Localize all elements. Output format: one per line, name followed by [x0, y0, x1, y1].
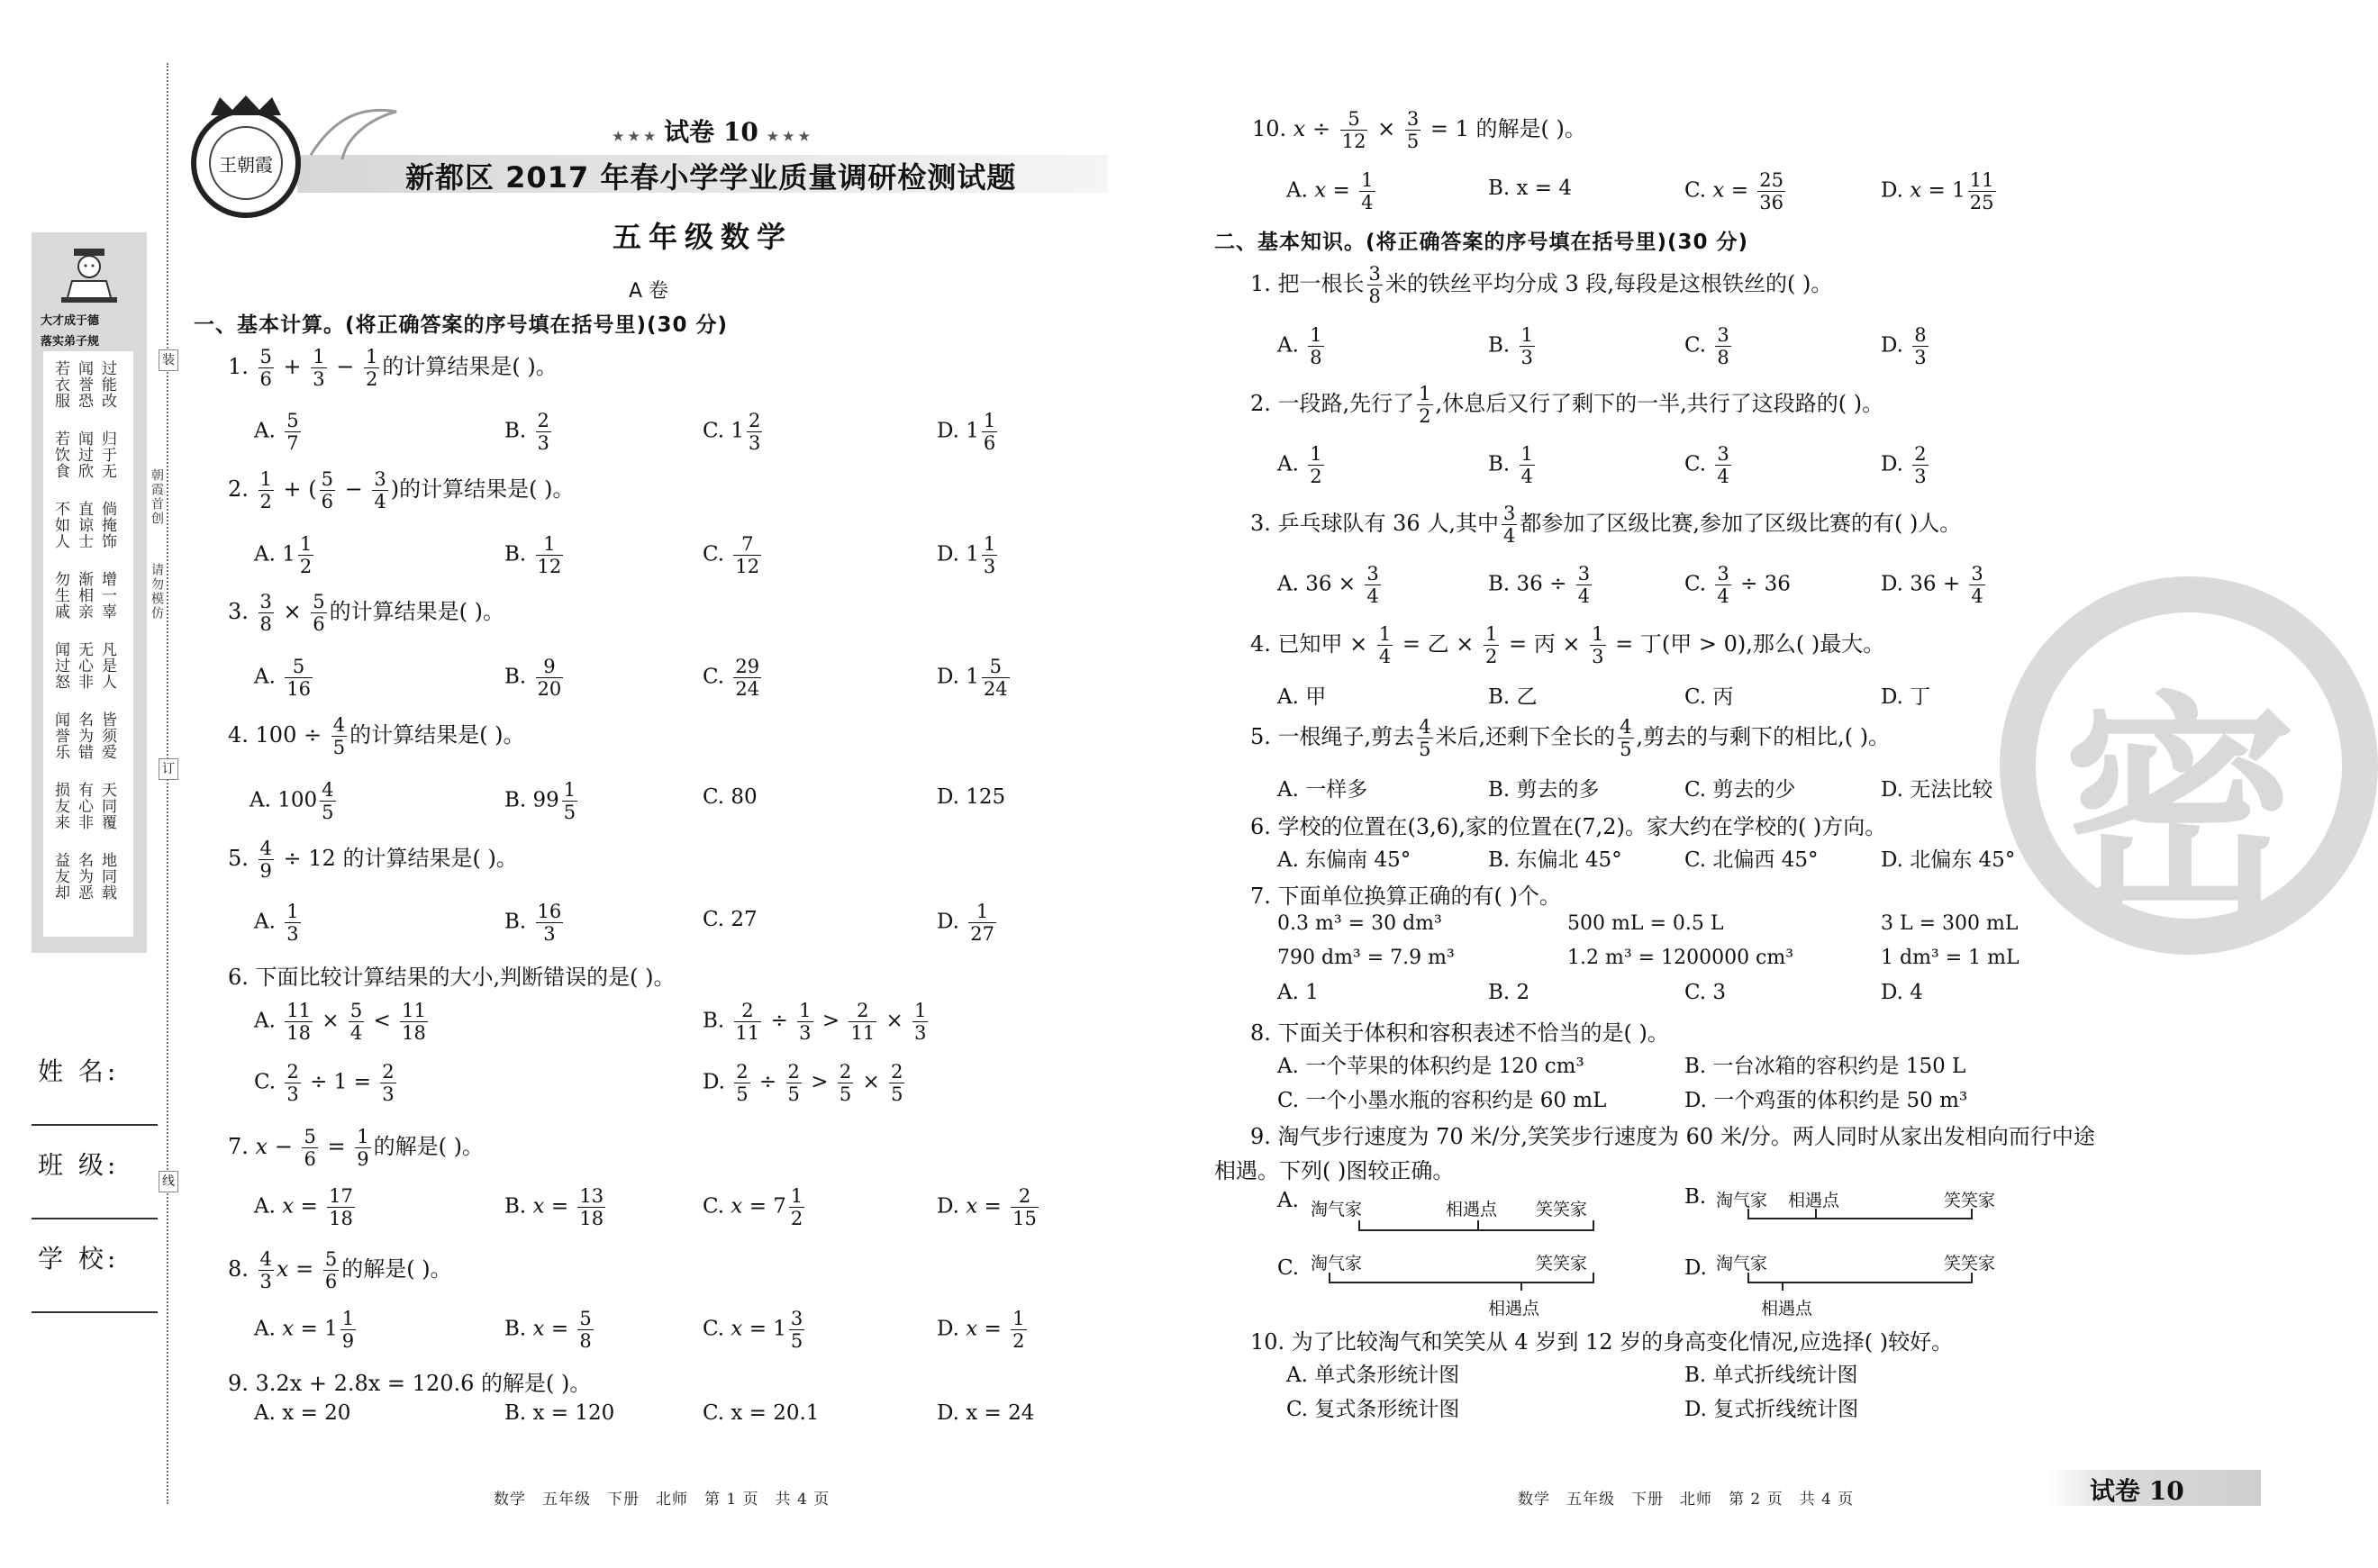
k2-option-d[interactable]: D. $\frac{2}{3}$: [1881, 443, 1927, 487]
k9-d-tick-meet: [1782, 1282, 1784, 1291]
k9-b-meet: 相遇点: [1788, 1191, 1840, 1210]
q3-suffix: 的计算结果是( )。: [329, 599, 505, 624]
k3-option-a[interactable]: A. 36 × $\frac{3}{4}$: [1277, 563, 1379, 607]
question-9: 9. 3.2x + 2.8x = 120.6 的解是( )。: [228, 1371, 592, 1396]
k4-option-b[interactable]: B. 乙: [1488, 685, 1538, 709]
knowledge-10: 10. 为了比较淘气和笑笑从 4 岁到 12 岁的身高变化情况,应选择( )较好。: [1250, 1329, 1954, 1355]
q5-option-d[interactable]: D. $\frac{1}{27}$: [937, 901, 994, 945]
poem-column: 勿生戚: [51, 571, 69, 620]
k10-option-b[interactable]: B. 单式折线统计图: [1684, 1364, 1858, 1387]
q1-option-b[interactable]: B. $\frac{2}{3}$: [504, 410, 549, 454]
poem-column: 过能改: [98, 360, 116, 409]
q3-option-a[interactable]: A. $\frac{5}{16}$: [254, 656, 311, 700]
q2-option-c[interactable]: C. $\frac{7}{12}$: [703, 533, 760, 577]
name-label: 姓 名:: [38, 1056, 120, 1086]
k7-option-a[interactable]: A. 1: [1277, 981, 1319, 1004]
q2-suffix: )的计算结果是( )。: [390, 476, 575, 502]
q4-option-d[interactable]: D. 125: [937, 785, 1006, 809]
q9-option-a[interactable]: A. x = 20: [254, 1401, 351, 1425]
name-line[interactable]: [32, 1124, 158, 1126]
q7-option-c[interactable]: C. x = 7 $\frac{1}{2}$: [703, 1185, 803, 1229]
k1-option-d[interactable]: D. $\frac{8}{3}$: [1881, 324, 1927, 368]
k9-b-line: [1747, 1218, 1973, 1219]
q10-option-d[interactable]: D. x = 1 $\frac{11}{25}$: [1881, 169, 1994, 213]
paper-number: ★ ★ ★ 试卷 10 ★ ★ ★: [613, 117, 811, 147]
k9-a-tick-meet: [1477, 1220, 1479, 1229]
crown-icon: [207, 94, 285, 117]
seal-watermark-char: 密: [2063, 671, 2297, 946]
footer-tag: 试卷 10: [2090, 1476, 2184, 1506]
poem-column: 闻过欣: [75, 431, 93, 479]
k2-suffix: ,休息后又行了剩下的一半,共行了这段路的( )。: [1435, 391, 1884, 416]
q4-prefix: 4. 100 ÷: [228, 722, 322, 748]
q7-option-b[interactable]: B. x = $\frac{13}{18}$: [504, 1185, 604, 1229]
exam-title: 新都区 2017 年春小学学业质量调研检测试题: [405, 160, 1017, 195]
k9-a-xiaoxiao: 笑笑家: [1536, 1200, 1588, 1219]
knowledge-8: 8. 下面关于体积和容积表述不恰当的是( )。: [1250, 1020, 1669, 1046]
sidebar-motto-1: 大才成于德: [41, 314, 100, 328]
poem-column: 闻誉乐: [51, 711, 69, 760]
q4-option-c[interactable]: C. 80: [703, 785, 758, 809]
school-label: 学 校:: [38, 1244, 120, 1273]
knowledge-2: 2. 一段路,先行了 $\frac{1}{2}$ ,休息后又行了剩下的一半,共行了这段路的( )。: [1250, 383, 1884, 427]
poem-column: 增一辜: [98, 571, 116, 620]
class-label: 班 级:: [38, 1150, 120, 1180]
q8-option-d[interactable]: D. x = $\frac{1}{2}$: [937, 1308, 1025, 1352]
k7-option-b[interactable]: B. 2: [1488, 981, 1530, 1004]
question-1: 1. $\frac{5}{6}$ + $\frac{1}{3}$ − $\frac{1}{2}$ 的计算结果是( )。: [228, 346, 558, 390]
k3-option-c[interactable]: C. $\frac{3}{4}$ ÷ 36: [1684, 563, 1791, 607]
k9-a-line: [1358, 1229, 1594, 1231]
poem-column: 归于无: [98, 431, 116, 479]
k9-a-meet: 相遇点: [1446, 1200, 1498, 1219]
school-line[interactable]: [32, 1311, 158, 1313]
knowledge-9-line-2: 相遇。下列( )图较正确。: [1214, 1158, 1455, 1183]
k5-mid: 米后,还剩下全长的: [1435, 724, 1616, 749]
question-3: 3. $\frac{3}{8}$ × $\frac{5}{6}$ 的计算结果是( )。: [228, 591, 505, 635]
binding-line: [167, 63, 168, 1504]
cut-mark-2: 订: [159, 758, 178, 780]
k6-option-b[interactable]: B. 东偏北 45°: [1488, 848, 1622, 872]
knowledge-5: 5. 一根绳子,剪去 $\frac{4}{5}$ 米后,还剩下全长的 $\frac{4}{5}$ ,剪去的与剩下的相比,( )。: [1250, 716, 1891, 760]
scholar-mascot-icon: [52, 241, 126, 306]
k10-option-c[interactable]: C. 复式条形统计图: [1286, 1398, 1460, 1421]
knowledge-4: 4. 已知甲 × $\frac{1}{4}$ = 乙 × $\frac{1}{2}$ = 丙 × $\frac{1}{3}$ = 丁(甲 > 0),那么( )最大。: [1250, 623, 1885, 667]
section1-title: 一、基本计算。(将正确答案的序号填在括号里)(30 分): [194, 313, 729, 337]
k6-option-c[interactable]: C. 北偏西 45°: [1684, 848, 1819, 872]
k9-d-taoqi: 淘气家: [1716, 1254, 1768, 1273]
poem-column: 损友来: [51, 782, 69, 830]
q4-option-a[interactable]: A. 100 $\frac{4}{5}$: [250, 779, 334, 823]
k9-d-tick-end: [1971, 1273, 1973, 1282]
k1-prefix: 1. 把一根长: [1250, 271, 1365, 296]
q6-option-c[interactable]: C. $\frac{2}{3}$ ÷ 1 = $\frac{2}{3}$: [254, 1061, 395, 1105]
q3-option-b[interactable]: B. $\frac{9}{20}$: [504, 656, 562, 700]
k9-option-c[interactable]: C.: [1277, 1256, 1300, 1280]
q2-option-d[interactable]: D. 1 $\frac{1}{3}$: [937, 533, 996, 577]
question-8: 8. $\frac{4}{3}$ x = $\frac{5}{6}$ 的解是( )。: [228, 1248, 452, 1292]
poem-column: 名为恶: [75, 852, 93, 901]
k9-d-xiaoxiao: 笑笑家: [1944, 1254, 1996, 1273]
k9-b-tick-end: [1971, 1209, 1973, 1218]
k9-c-tick-start: [1329, 1273, 1330, 1282]
poem-column: 天同覆: [98, 782, 116, 830]
k9-c-taoqi: 淘气家: [1311, 1254, 1363, 1273]
cut-mark-3: 线: [159, 1171, 178, 1192]
k4-option-a[interactable]: A. 甲: [1277, 685, 1327, 709]
q5-suffix: ÷ 12 的计算结果是( )。: [283, 846, 518, 871]
q7-option-a[interactable]: A. x = $\frac{17}{18}$: [254, 1185, 353, 1229]
q10-option-a[interactable]: A. x = $\frac{1}{4}$: [1286, 169, 1374, 213]
k8-option-d[interactable]: D. 一个鸡蛋的体积约是 50 m³: [1684, 1089, 1968, 1112]
poem-column: 闻过怒: [51, 641, 69, 690]
q6-option-b[interactable]: B. $\frac{2}{11}$ ÷ $\frac{1}{3}$ > $\frac{2}{11}$ × $\frac{1}{3}$: [703, 1000, 927, 1044]
knowledge-9-line-1: 9. 淘气步行速度为 70 米/分,笑笑步行速度为 60 米/分。两人同时从家出发相向而行中途: [1250, 1124, 2095, 1149]
k1-option-a[interactable]: A. $\frac{1}{8}$: [1277, 324, 1322, 368]
q7-option-d[interactable]: D. x = $\frac{2}{15}$: [937, 1185, 1037, 1229]
k2-option-a[interactable]: A. $\frac{1}{2}$: [1277, 443, 1322, 487]
q3-option-c[interactable]: C. $\frac{29}{24}$: [703, 656, 760, 700]
k3-option-d[interactable]: D. 36 + $\frac{3}{4}$: [1881, 563, 1983, 607]
k9-c-tick-end: [1593, 1273, 1594, 1282]
poem-column: 闻誉恐: [75, 360, 93, 409]
poem-column: 名为错: [75, 711, 93, 760]
q9-option-b[interactable]: B. x = 120: [504, 1401, 615, 1425]
q1-option-a[interactable]: A. $\frac{5}{7}$: [254, 410, 299, 454]
subject-title: 五年级数学: [613, 220, 794, 254]
k7-item-3: 3 L = 300 mL: [1881, 912, 2019, 935]
k5-suffix: ,剪去的与剩下的相比,( )。: [1636, 724, 1891, 749]
poem-column: 有心非: [75, 782, 93, 830]
question-7: 7. x − $\frac{5}{6}$ = $\frac{1}{9}$ 的解是( )。: [228, 1126, 484, 1170]
poem-column: 渐相亲: [75, 571, 93, 620]
q1-option-c[interactable]: C. 1 $\frac{2}{3}$: [703, 410, 761, 454]
paper-number-text: 试卷 10: [664, 117, 758, 147]
ribbon-icon: [306, 101, 405, 164]
poem-column: 益友却: [51, 852, 69, 901]
k5-option-d[interactable]: D. 无法比较: [1881, 778, 1993, 802]
q2-option-b[interactable]: B. $\frac{1}{12}$: [504, 533, 562, 577]
k3-prefix: 3. 乒乓球队有 36 人,其中: [1250, 511, 1499, 536]
k4-suffix: = 丁(甲 > 0),那么( )最大。: [1615, 631, 1885, 657]
q10-option-b[interactable]: B. x = 4: [1488, 177, 1573, 200]
poem-column: 凡是人: [98, 641, 116, 690]
k9-b-tick-meet: [1815, 1209, 1817, 1218]
k9-b-xiaoxiao: 笑笑家: [1944, 1191, 1996, 1210]
q4-option-b[interactable]: B. 99 $\frac{1}{5}$: [504, 779, 576, 823]
k8-option-a[interactable]: A. 一个苹果的体积约是 120 cm³: [1277, 1055, 1584, 1078]
q5-option-c[interactable]: C. 27: [703, 908, 758, 931]
question-2: 2. $\frac{1}{2}$ + ( $\frac{5}{6}$ − $\frac{3}{4}$ )的计算结果是( )。: [228, 468, 575, 512]
q10-suffix: = 1 的解是( )。: [1430, 116, 1586, 141]
q8-option-b[interactable]: B. x = $\frac{5}{8}$: [504, 1308, 592, 1352]
brand-logo-text: 王朝霞: [209, 126, 283, 200]
k1-option-b[interactable]: B. $\frac{1}{3}$: [1488, 324, 1533, 368]
k7-item-1: 0.3 m³ = 30 dm³: [1277, 912, 1442, 935]
question-10: 10. x ÷ $\frac{5}{12}$ × $\frac{3}{5}$ = 1 的解是( )。: [1252, 108, 1586, 152]
poem-column: 倘掩饰: [98, 501, 116, 549]
k3-suffix: 都参加了区级比赛,参加了区级比赛的有( )人。: [1520, 511, 1962, 536]
k4-prefix: 4. 已知甲 ×: [1250, 631, 1368, 657]
k7-item-5: 1.2 m³ = 1200000 cm³: [1567, 947, 1794, 969]
k9-d-tick-start: [1747, 1273, 1749, 1282]
k2-prefix: 2. 一段路,先行了: [1250, 391, 1415, 416]
q9-option-d[interactable]: D. x = 24: [937, 1401, 1035, 1425]
k7-item-6: 1 dm³ = 1 mL: [1881, 947, 2019, 969]
k1-suffix: 米的铁丝平均分成 3 段,每段是这根铁丝的( )。: [1384, 271, 1833, 296]
k9-a-tick-end: [1593, 1220, 1594, 1229]
k2-option-b[interactable]: B. $\frac{1}{4}$: [1488, 443, 1533, 487]
k6-option-d[interactable]: D. 北偏东 45°: [1881, 848, 2016, 872]
poem-column: 地同载: [98, 852, 116, 901]
sidebar-vertical-1: 朝霞首创: [150, 468, 164, 526]
k7-option-d[interactable]: D. 4: [1881, 981, 1923, 1004]
k5-option-a[interactable]: A. 一样多: [1277, 778, 1368, 802]
q5-option-b[interactable]: B. $\frac{16}{3}$: [504, 901, 562, 945]
cut-mark-1: 装: [159, 349, 178, 371]
question-5: 5. $\frac{4}{9}$ ÷ 12 的计算结果是( )。: [228, 838, 518, 882]
q2-option-a[interactable]: A. 1 $\frac{1}{2}$: [254, 533, 313, 577]
question-4: 4. 100 ÷ $\frac{4}{5}$ 的计算结果是( )。: [228, 714, 525, 758]
k5-option-b[interactable]: B. 剪去的多: [1488, 778, 1600, 802]
q8-option-a[interactable]: A. x = 1 $\frac{1}{9}$: [254, 1308, 355, 1352]
k4-option-c[interactable]: C. 丙: [1684, 685, 1734, 709]
k7-option-c[interactable]: C. 3: [1684, 981, 1727, 1004]
poem-column: 直谅士: [75, 501, 93, 549]
knowledge-3: 3. 乒乓球队有 36 人,其中 $\frac{3}{4}$ 都参加了区级比赛,参加了区级比赛的有( )人。: [1250, 503, 1962, 547]
k5-option-c[interactable]: C. 剪去的少: [1684, 778, 1796, 802]
q3-option-d[interactable]: D. 1 $\frac{5}{24}$: [937, 656, 1008, 700]
sidebar-vertical-2: 请勿模仿: [150, 563, 164, 621]
k8-option-b[interactable]: B. 一台冰箱的容积约是 150 L: [1684, 1055, 1966, 1078]
footer-left: 数学 五年级 下册 北师 第 1 页 共 4 页: [494, 1491, 830, 1509]
k10-option-a[interactable]: A. 单式条形统计图: [1286, 1364, 1460, 1387]
q6-option-a[interactable]: A. $\frac{11}{18}$ × $\frac{5}{4}$ < $\frac{11}{18}$: [254, 1000, 426, 1044]
q10-option-c[interactable]: C. x = $\frac{25}{36}$: [1684, 169, 1784, 213]
poem-column: 不如人: [51, 501, 69, 549]
section2-title: 二、基本知识。(将正确答案的序号填在括号里)(30 分): [1214, 231, 1749, 254]
question-6: 6. 下面比较计算结果的大小,判断错误的是( )。: [228, 965, 676, 990]
k9-c-tick-meet: [1520, 1282, 1522, 1291]
q1-suffix: 的计算结果是( )。: [382, 354, 558, 379]
k9-d-meet: 相遇点: [1761, 1299, 1813, 1319]
k5-prefix: 5. 一根绳子,剪去: [1250, 724, 1415, 749]
poem-column: 若饮食: [51, 431, 69, 479]
k8-option-c[interactable]: C. 一个小墨水瓶的容积约是 60 mL: [1277, 1089, 1607, 1112]
k9-option-b[interactable]: B.: [1684, 1185, 1707, 1209]
q8-option-c[interactable]: C. x = 1 $\frac{3}{5}$: [703, 1308, 803, 1352]
poem-column: 无心非: [75, 641, 93, 690]
poem-column: 皆须爱: [98, 711, 116, 760]
k10-option-d[interactable]: D. 复式折线统计图: [1684, 1398, 1859, 1421]
k9-c-xiaoxiao: 笑笑家: [1536, 1254, 1588, 1273]
k9-b-tick-start: [1747, 1209, 1749, 1218]
footer-right: 数学 五年级 下册 北师 第 2 页 共 4 页: [1518, 1491, 1855, 1509]
k4-option-d[interactable]: D. 丁: [1881, 685, 1931, 709]
class-line[interactable]: [32, 1218, 158, 1219]
poem-column: 若衣服: [51, 360, 69, 409]
k6-option-a[interactable]: A. 东偏南 45°: [1277, 848, 1411, 872]
q6-option-d[interactable]: D. $\frac{2}{5}$ ÷ $\frac{2}{5}$ > $\frac{2}{5}$ × $\frac{2}{5}$: [703, 1061, 903, 1105]
k9-c-meet: 相遇点: [1488, 1299, 1540, 1319]
k9-a-tick-start: [1358, 1220, 1360, 1229]
volume-label: A 卷: [629, 280, 669, 303]
k9-a-taoqi: 淘气家: [1311, 1200, 1363, 1219]
q9-option-c[interactable]: C. x = 20.1: [703, 1401, 820, 1425]
k7-item-4: 790 dm³ = 7.9 m³: [1277, 947, 1455, 969]
knowledge-1: 1. 把一根长 $\frac{3}{8}$ 米的铁丝平均分成 3 段,每段是这根铁丝的( )。: [1250, 263, 1833, 307]
k7-item-2: 500 mL = 0.5 L: [1567, 912, 1724, 935]
q4-suffix: 的计算结果是( )。: [349, 722, 525, 748]
k9-b-taoqi: 淘气家: [1716, 1191, 1768, 1210]
k9-option-a[interactable]: A.: [1277, 1189, 1299, 1212]
k9-option-d[interactable]: D.: [1684, 1256, 1707, 1280]
q5-option-a[interactable]: A. $\frac{1}{3}$: [254, 901, 299, 945]
k1-option-c[interactable]: C. $\frac{3}{8}$: [1684, 324, 1729, 368]
q8-suffix: 的解是( )。: [341, 1256, 452, 1282]
k3-option-b[interactable]: B. 36 ÷ $\frac{3}{4}$: [1488, 563, 1591, 607]
knowledge-6: 6. 学校的位置在(3,6),家的位置在(7,2)。家大约在学校的( )方向。: [1250, 814, 1887, 839]
k9-c-line: [1329, 1282, 1594, 1283]
k2-option-c[interactable]: C. $\frac{3}{4}$: [1684, 443, 1729, 487]
knowledge-7: 7. 下面单位换算正确的有( )个。: [1250, 884, 1561, 909]
sidebar-motto-2: 落实弟子规: [41, 335, 100, 349]
q1-option-d[interactable]: D. 1 $\frac{1}{6}$: [937, 410, 996, 454]
q7-suffix: 的解是( )。: [373, 1134, 484, 1159]
